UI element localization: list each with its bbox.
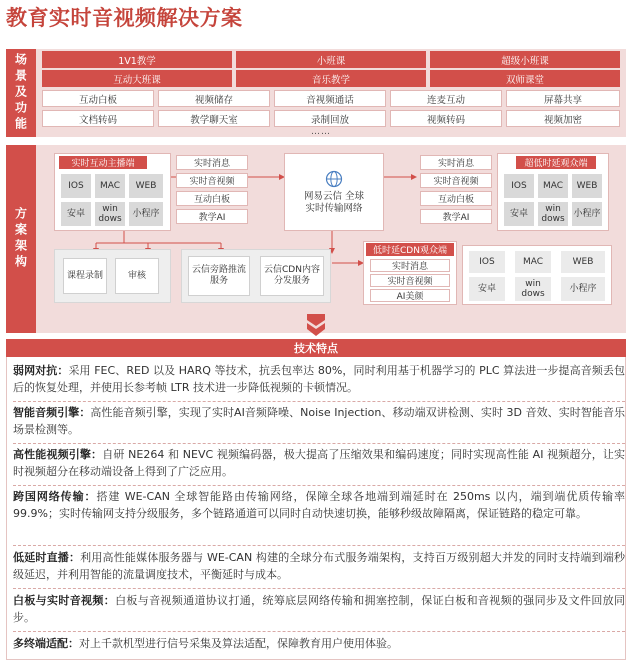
course-record-box: 课程录制: [63, 258, 107, 294]
cdn-platform-mac: MAC: [515, 251, 551, 273]
feature-whiteboard: 互动白板: [42, 90, 154, 107]
audience-platform-mac: MAC: [538, 174, 568, 198]
host-platform-miniprogram: 小程序: [129, 202, 163, 226]
feature-video-transcode: 视频转码: [390, 110, 502, 127]
arch-panel: [36, 145, 626, 333]
cdn-func-im: 实时消息: [370, 259, 450, 272]
host-platform-mac: MAC: [95, 174, 125, 198]
tech-title: 高性能视频引擎：: [13, 448, 103, 461]
feature-screen-share: 屏幕共享: [506, 90, 620, 107]
tech-text: 高性能音频引擎，实现了实时AI音频降噪、Noise Injection、移动端双讲检测、实时 3D 音效、实时智能音乐场景检测等。: [13, 406, 625, 436]
cdn-platform-android: 安卓: [469, 277, 505, 301]
host-platform-ios: IOS: [61, 174, 91, 198]
cdn-platform-web: WEB: [561, 251, 605, 273]
cdn-platform-ios: IOS: [469, 251, 505, 273]
features-more: ……: [311, 127, 331, 137]
tech-divider: [13, 588, 625, 589]
scene-big-class: 互动大班课: [42, 70, 232, 87]
scene-music: 音乐教学: [236, 70, 426, 87]
tech-divider: [13, 401, 625, 402]
globe-icon: [325, 170, 343, 188]
host-client-tag: 实时互动主播端: [59, 156, 147, 169]
cdn-func-beauty: AI美颜: [370, 289, 450, 302]
host-platform-android: 安卓: [61, 202, 91, 226]
cdn-platform-windows: win dows: [515, 277, 551, 301]
feature-video-storage: 视频储存: [158, 90, 270, 107]
cdn-viewer-box: [363, 241, 457, 305]
feature-doc-transcode: 文档转码: [42, 110, 154, 127]
global-network-label: 网易云信 全球实时传输网络: [303, 190, 365, 214]
audience-platform-android: 安卓: [504, 202, 534, 226]
cdn-viewer-tag: 低时延CDN观众端: [366, 243, 454, 256]
host-func-im: 实时消息: [176, 155, 248, 170]
tech-divider: [13, 631, 625, 632]
audience-platform-windows: win dows: [538, 202, 568, 226]
tech-text: 采用 FEC、RED 以及 HARQ 等技术，抗丢包率达 80%，同时利用基于机器学习的 PLC 算法进一步提高音频丢包后的恢复处理，并使用长参考帧 LTR 技术进一步降低视频的卡顿情况。: [13, 364, 626, 394]
audience-func-whiteboard: 互动白板: [420, 191, 492, 206]
scene-small-class: 小班课: [236, 51, 426, 68]
bypass-push-box: 云信旁路推流服务: [188, 256, 250, 296]
feature-record-playback: 录制回放: [274, 110, 386, 127]
audience-platform-ios: IOS: [504, 174, 534, 198]
tech-title: 智能音频引擎：: [13, 406, 91, 419]
global-network-box: [284, 153, 384, 231]
bypass-cdn-group: [181, 249, 331, 303]
tech-banner: 技术特点: [6, 339, 626, 357]
scene-super-small-class: 超级小班课: [430, 51, 620, 68]
host-func-whiteboard: 互动白板: [176, 191, 248, 206]
host-func-ai: 教学AI: [176, 209, 248, 224]
audience-client-box: [497, 153, 609, 231]
tech-title: 低延时直播：: [13, 551, 81, 564]
down-arrow-icon: [303, 314, 329, 338]
tech-item-audio-engine: [13, 404, 625, 438]
tech-item-cross-border: [13, 488, 625, 522]
tech-text: 对上千款机型进行信号采集及算法适配，保障教育用户使用体验。: [79, 637, 398, 650]
feature-chatroom: 教学聊天室: [158, 110, 270, 127]
host-platform-web: WEB: [129, 174, 163, 198]
scene-panel: [36, 49, 626, 137]
record-review-group: [54, 249, 171, 303]
tech-divider: [13, 443, 625, 444]
audience-platform-miniprogram: 小程序: [572, 202, 602, 226]
audience-func-rtc: 实时音视频: [420, 173, 492, 188]
cdn-distribution-box: 云信CDN内容分发服务: [260, 256, 324, 296]
tech-divider: [13, 485, 625, 486]
tech-text: 搭建 WE-CAN 全球智能路由传输网络，保障全球各地端到端延时在 250ms 以内，端到端优质传输率 99.9%；实时传输网支持分级服务，多个链路通道可以同时自动快速切换，能够秒级故障隔离，保证链路的稳定可靠。: [13, 490, 626, 520]
tech-text: 白板与音视频通道协议打通，统筹底层网络传输和拥塞控制，保证白板和音视频的强同步及文件回放同步。: [13, 594, 626, 624]
tech-text: 自研 NE264 和 NEVC 视频编码器，极大提高了压缩效果和编码速度；同时实现高性能 AI 视频超分，让实时视频超分在移动端设备上得到了广泛应用。: [13, 448, 626, 478]
tech-item-video-engine: [13, 446, 625, 480]
audience-client-tag: 超低时延观众端: [516, 156, 596, 169]
scene-1v1: 1V1教学: [42, 51, 232, 68]
tech-title: 多终端适配：: [13, 637, 79, 650]
audience-func-im: 实时消息: [420, 155, 492, 170]
tech-item-whiteboard-sync: [13, 592, 625, 626]
feature-av-call: 音视频通话: [274, 90, 386, 107]
host-func-rtc: 实时音视频: [176, 173, 248, 188]
tech-divider: [13, 545, 625, 546]
review-box: 审核: [115, 258, 159, 294]
tech-item-multi-device: [13, 635, 625, 652]
feature-video-encrypt: 视频加密: [506, 110, 620, 127]
cdn-func-rtc: 实时音视频: [370, 274, 450, 287]
scene-dual-teacher: 双师课堂: [430, 70, 620, 87]
host-client-box: [54, 153, 171, 231]
tech-title: 白板与实时音视频：: [13, 594, 116, 607]
cdn-platform-group: [462, 245, 612, 305]
audience-func-ai: 教学AI: [420, 209, 492, 224]
host-platform-windows: win dows: [95, 202, 125, 226]
tech-text: 利用高性能媒体服务器与 WE-CAN 构建的全球分布式服务端架构，支持百万级别超大并发的同时支持端到端秒级延迟，并利用智能的流量调度技术，平衡延时与成本。: [13, 551, 625, 581]
tech-item-low-latency: [13, 549, 625, 583]
tech-item-weak-network: [13, 362, 625, 396]
feature-co-host: 连麦互动: [390, 90, 502, 107]
section-label-scene: 场景及功能: [6, 49, 36, 137]
tech-title: 弱网对抗：: [13, 364, 69, 377]
cdn-platform-miniprogram: 小程序: [561, 277, 605, 301]
audience-platform-web: WEB: [572, 174, 602, 198]
tech-title: 跨国网络传输：: [13, 490, 97, 503]
section-label-arch: 方案架构: [6, 145, 36, 333]
page-title: 教育实时音视频解决方案: [6, 6, 243, 30]
